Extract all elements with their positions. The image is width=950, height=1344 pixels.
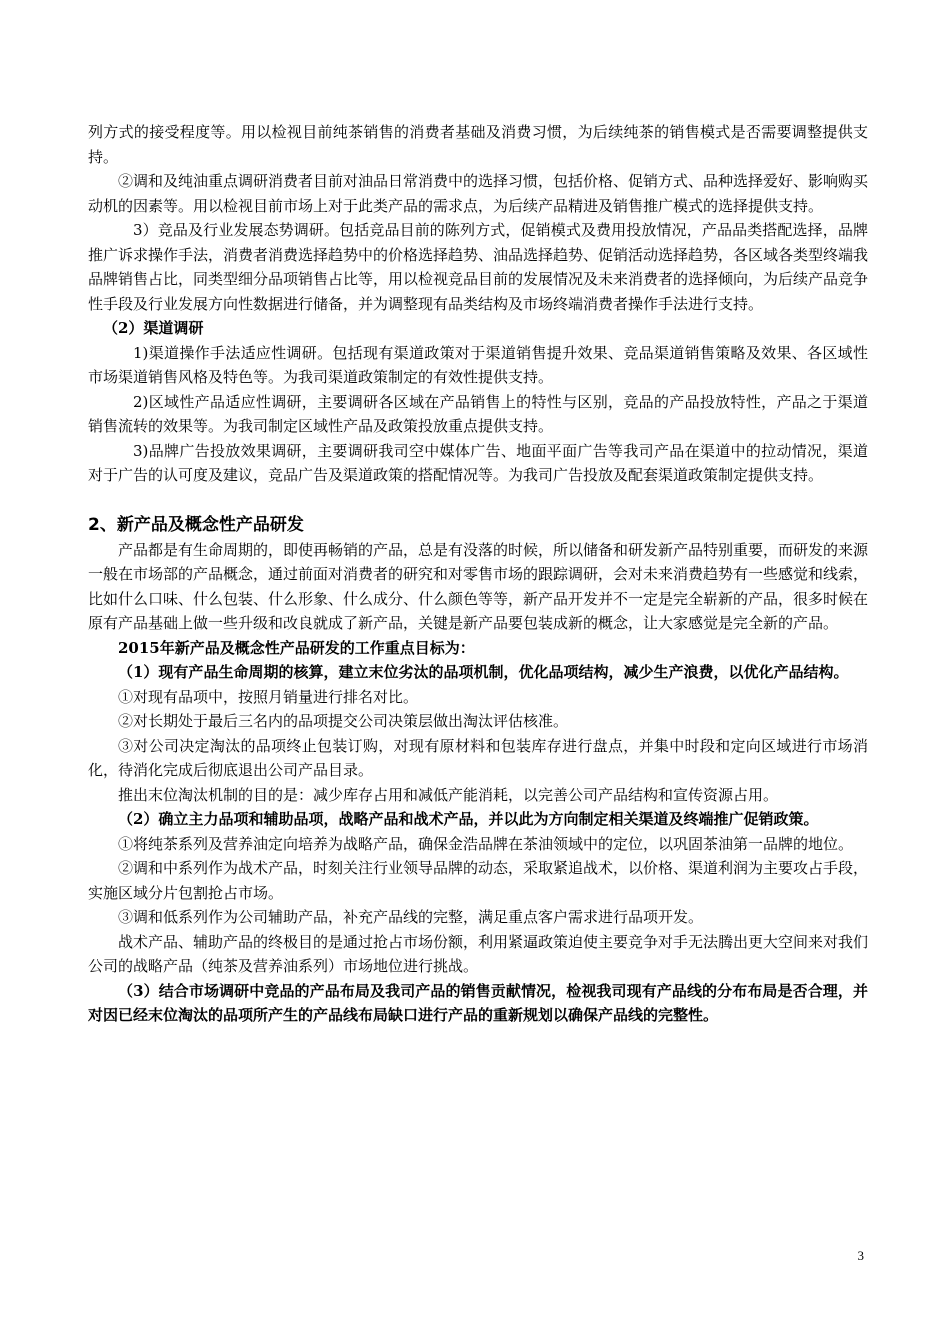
goal-1-item-3: ③对公司决定淘汰的品项终止包装订购，对现有原材料和包装库存进行盘点，并集中时段和定向区域进行市场消化，待消化完成后彻底退出公司产品目录。: [88, 736, 868, 779]
paragraph-regional-product: 2)区域性产品适应性调研，主要调研各区域在产品销售上的特性与区别，竞品的产品投放特性，产品之于渠道销售流转的效果等。为我司制定区域性产品及政策投放重点提供支持。: [88, 392, 868, 435]
paragraph-advertising-effect: 3)品牌广告投放效果调研，主要调研我司空中媒体广告、地面平面广告等我司产品在渠道中的拉动情况，渠道对于广告的认可度及建议，竞品广告及渠道政策的搭配情况等。为我司广告投放及配套渠道政策制定提供支持。: [88, 441, 868, 484]
goal-1-heading: （1）现有产品生命周期的核算，建立末位劣汰的品项机制，优化品项结构，减少生产浪费，以优化产品结构。: [118, 663, 849, 681]
goal-1-item-1: ①对现有品项中，按照月销量进行排名对比。: [118, 687, 419, 706]
paragraph-goals-title: 2015年新产品及概念性产品研发的工作重点目标为：: [118, 638, 475, 657]
goal-1-purpose: 推出末位淘汰机制的目的是：减少库存占用和减低产能消耗，以完善公司产品结构和宣传资源占用。: [118, 785, 779, 804]
document-page: [88, 120, 868, 1028]
section-heading: 2、新产品及概念性产品研发: [88, 514, 304, 535]
page-number: 3: [857, 1248, 864, 1263]
heading-channel-research: （2）渠道调研: [103, 319, 204, 337]
goal-2-item-2: ②调和中系列作为战术产品，时刻关注行业领导品牌的动态，采取紧追战术，以价格、渠道利润为主要攻占手段，实施区域分片包割抢占市场。: [88, 859, 869, 902]
goal-2-item-3: ③调和低系列作为公司辅助产品，补充产品线的完整，满足重点客户需求进行品项开发。: [118, 908, 704, 926]
paragraph-channel-method: 1)渠道操作手法适应性调研。包括现有渠道政策对于渠道销售提升效果、竞品渠道销售策略及效果、各区域性市场渠道销售风格及特色等。为我司渠道政策制定的有效性提供支持。: [88, 343, 868, 386]
paragraph-competitor-research: 3）竞品及行业发展态势调研。包括竞品目前的陈列方式，促销模式及费用投放情况，产品品类搭配选择，品牌推广诉求操作手法，消费者消费选择趋势中的价格选择趋势、油品选择趋势、促销活动选择趋势，各区域各类型终端我品牌销售占比，同类型细分品项销售占比等，用以检视竞品目前的发展情况及未来消费者的选择倾向，为后续产品竞争性手段及行业发展方向性数据进行储备，并为调整现有品类结构及市场终端消费者操作手法进行支持。: [88, 221, 869, 313]
paragraph-blend-oil-research: ②调和及纯油重点调研消费者目前对油品日常消费中的选择习惯，包括价格、促销方式、品种选择爱好、影响购买动机的因素等。用以检视目前市场上对于此类产品的需求点，为后续产品精进及销售推广模式的选择提供支持。: [88, 172, 869, 215]
goal-2-purpose: 战术产品、辅助产品的终极目的是通过抢占市场份额，利用紧逼政策迫使主要竞争对手无法腾出更大空间来对我们公司的战略产品（纯茶及营养油系列）市场地位进行挑战。: [88, 932, 869, 975]
paragraph-product-lifecycle-intro: 产品都是有生命周期的，即使再畅销的产品，总是有没落的时候，所以储备和研发新产品特别重要，而研发的来源一般在市场部的产品概念，通过前面对消费者的研究和对零售市场的跟踪调研，会对未来消费趋势有一些感觉和线索，比如什么口味、什么包装、什么形象、什么成分、什么颜色等等，新产品开发并不一定是完全崭新的产品，很多时候在原有产品基础上做一些升级和改良就成了新产品，关键是新产品要包装成新的概念，让大家感觉是完全新的产品。: [88, 540, 869, 632]
goal-1-item-2: ②对长期处于最后三名内的品项提交公司决策层做出淘汰评估核准。: [118, 712, 569, 730]
paragraph-consumer-base: 列方式的接受程度等。用以检视目前纯茶销售的消费者基础及消费习惯，为后续纯茶的销售模式是否需要调整提供支持。: [88, 123, 868, 166]
goal-3-heading: （3）结合市场调研中竞品的产品布局及我司产品的销售贡献情况，检视我司现有产品线的分布布局是否合理，并对因已经末位淘汰的品项所产生的产品线布局缺口进行产品的重新规划以确保产品线的完整性。: [88, 981, 868, 1024]
goal-2-item-1: ①将纯茶系列及营养油定向培养为战略产品，确保金浩品牌在茶油领域中的定位，以巩固茶油第一品牌的地位。: [118, 834, 854, 853]
goal-2-heading: （2）确立主力品项和辅助品项，战略产品和战术产品，并以此为方向制定相关渠道及终端推广促销政策。: [118, 810, 819, 828]
